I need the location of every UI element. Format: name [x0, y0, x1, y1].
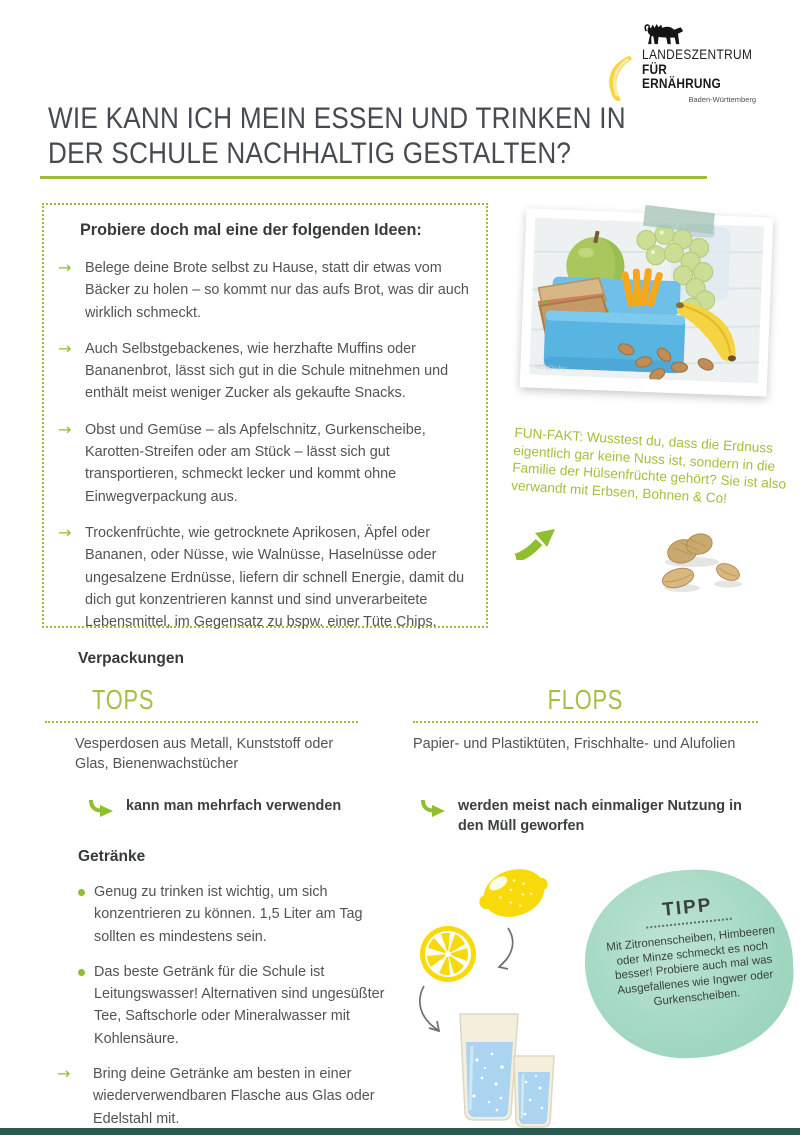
bw-lion-icon — [644, 22, 686, 48]
section-heading-verpackungen: Verpackungen — [78, 650, 184, 667]
page-title — [48, 101, 712, 171]
tops-title — [92, 684, 172, 715]
flops-text: Papier- und Plastiktüten, Frischhalte- und Alufolien — [413, 736, 736, 752]
ideas-heading: Probiere doch mal eine der folgenden Ideen: — [80, 221, 422, 239]
swoosh-arrow-up-right-icon — [513, 524, 557, 560]
fun-fact-text: FUN-FAKT: Wusstest du, dass die Erdnuss eigentlich gar keine Nuss ist, sondern in die Familie der Hülsenfrüchte gehört? Sie ist also verwandt mit Erbsen, Bohnen & Co! — [510, 424, 787, 506]
list-item: Genug zu trinken ist wichtig, um sich konzentrieren zu können. 1,5 Liter am Tag sollten es mindestens sein. — [78, 881, 398, 948]
logo-line2: FÜR ERNÄHRUNG — [642, 61, 721, 91]
arrow-right-icon: → — [57, 1064, 71, 1084]
idea-text: Belege deine Brote selbst zu Hause, statt dir etwas vom Bäcker zu holen – so kommt nur das aufs Brot, was dir auch wirklich schmeckt. — [85, 260, 469, 321]
arrow-right-icon: → — [58, 258, 72, 277]
flops-divider — [413, 721, 758, 723]
water-glasses-illustration — [452, 1012, 558, 1130]
page-title-line1: WIE KANN ICH MEIN ESSEN UND TRINKEN IN — [48, 102, 626, 135]
arrow-right-icon: → — [58, 338, 72, 358]
logo-text — [642, 47, 760, 107]
curved-arrow-icon — [88, 797, 114, 819]
hand-arrow-icon — [492, 926, 524, 974]
footer-bar — [0, 1128, 800, 1135]
list-item — [58, 419, 472, 508]
idea-text: Obst und Gemüse – als Apfelschnitz, Gurkenscheibe, Karotten-Streifen oder am Stück – lässt sich gut transportieren, schmeckt lecker und kommt ohne Einwegverpackung aus. — [85, 421, 426, 505]
tipp-title: TIPP — [661, 894, 714, 921]
ideas-box — [42, 203, 488, 631]
getraenke-arrow-text: Bring deine Getränke am besten in einer wiederverwendbaren Flasche aus Glas oder Edelstahl mit. — [93, 1066, 375, 1127]
arrow-right-icon: → — [58, 419, 72, 439]
photo-credit: ©OlgDruley — [535, 364, 567, 372]
ideas-list — [58, 257, 472, 647]
yellow-crescent-icon — [600, 54, 642, 102]
flops-conclusion-text: werden meist nach einmaliger Nutzung in den Müll geworfen — [458, 798, 742, 834]
lunchbox-photo — [520, 208, 774, 396]
list-item — [57, 1063, 398, 1130]
tops-conclusion — [88, 797, 378, 819]
list-item — [58, 338, 472, 405]
idea-text: Trockenfrüchte, wie getrocknete Aprikosen, Äpfel oder Bananen, oder Nüsse, wie Walnüsse, Haselnüsse oder ungesalzene Erdnüsse, liefern dir schnell Energie, damit du dich gut konzentrieren kannst und sind unverarbeitete Lebensmittel, im Gegensatz zu bspw. einer Tüte Chips. — [85, 524, 465, 631]
page-title-line2: DER SCHULE NACHHALTIG GESTALTEN? — [48, 137, 572, 170]
list-item — [58, 257, 472, 324]
flops-title — [413, 684, 758, 715]
curved-arrow-icon — [420, 797, 446, 819]
hand-arrow-icon — [416, 984, 452, 1038]
list-item: Das beste Getränk für die Schule ist Leitungswasser! Alternativen sind ungesüßter Tee, Saftschorle oder Mineralwasser mit Kohlensäure. — [78, 961, 398, 1050]
arrow-right-icon: → — [58, 522, 72, 542]
list-item — [58, 522, 472, 633]
getraenke-list — [57, 881, 398, 1130]
title-underline — [40, 176, 707, 179]
flops-title-text: FLOPS — [547, 684, 624, 715]
flops-conclusion — [420, 797, 765, 836]
tops-divider — [45, 721, 358, 723]
idea-text: Auch Selbstgebackenes, wie herzhafte Muffins oder Bananenbrot, lässt sich gut in die Schule mitnehmen und enthält meist weniger Zucker als gekaufte Snacks. — [85, 340, 449, 402]
lunchbox-photo-image — [529, 218, 764, 384]
logo-line1: LANDESZENTRUM — [642, 46, 753, 62]
peanuts-illustration — [652, 526, 752, 598]
lemon-illustration — [478, 859, 550, 927]
tipp-text: Mit Zitronenscheiben, Himbeeren oder Minze schmeckt es noch besser! Probiere auch mal was Ausgefallenes wie Ingwer oder Gurkenscheiben. — [605, 924, 776, 1009]
logo-region: Baden-Württemberg — [688, 95, 756, 104]
section-heading-getraenke: Getränke — [78, 848, 146, 865]
lemon-slice-illustration — [417, 922, 479, 986]
tipp-note — [601, 888, 783, 1014]
tops-text: Vesperdosen aus Metall, Kunststoff oder Glas, Bienenwachstücher — [75, 736, 334, 772]
tops-conclusion-text: kann man mehrfach verwenden — [126, 798, 342, 814]
tops-title-text: TOPS — [92, 684, 155, 715]
